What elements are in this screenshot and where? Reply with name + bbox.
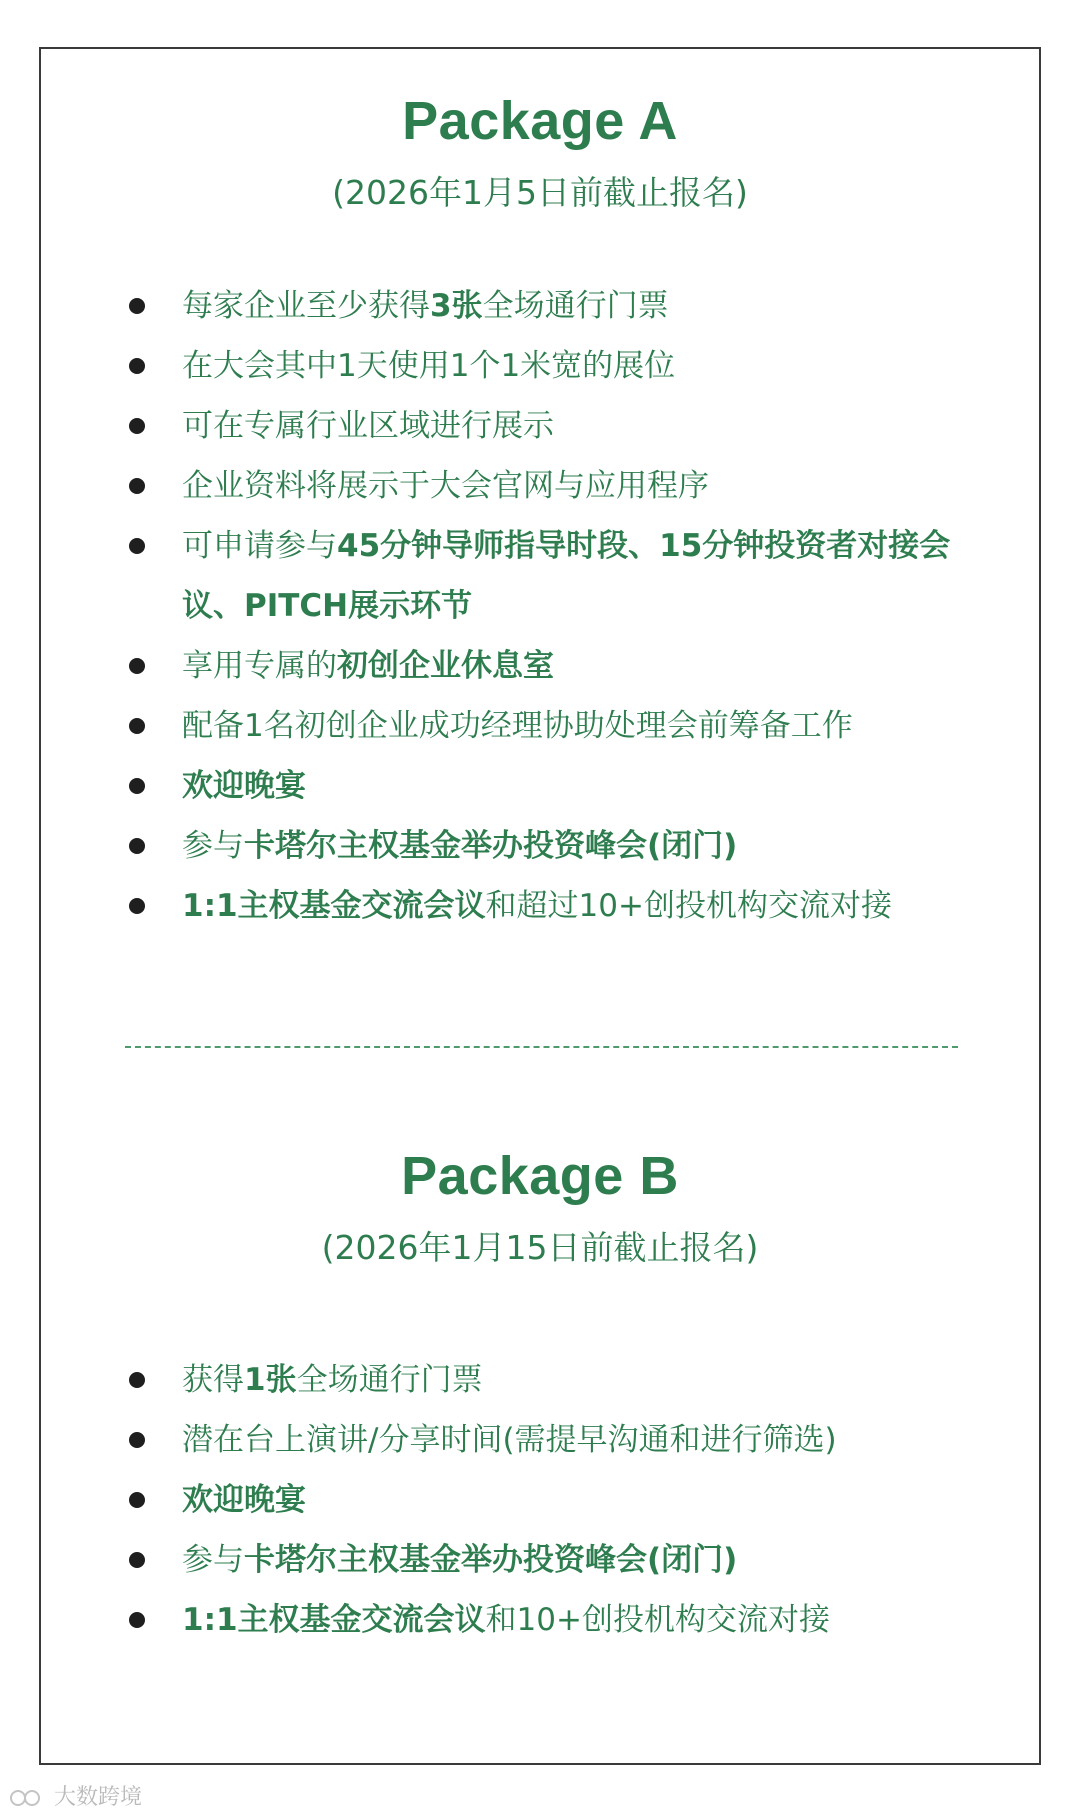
bullet-icon: [129, 778, 145, 794]
bold-text: 卡塔尔主权基金举办投资峰会(闭门): [244, 1542, 738, 1578]
list-item: [182, 876, 972, 936]
brand-logo-icon: [8, 1787, 48, 1809]
list-item: [182, 516, 972, 636]
bold-text: 1:1主权基金交流会议: [182, 1602, 486, 1638]
item-text: 可在专属行业区域进行展示: [182, 408, 554, 444]
bullet-icon: [129, 658, 145, 674]
item-text: 参与: [182, 828, 244, 864]
watermark-text: 大数跨境: [54, 1785, 143, 1810]
package-a-title: Package A: [402, 91, 678, 151]
list-item: [182, 396, 972, 456]
item-text: 每家企业至少获得: [182, 288, 430, 324]
item-text: 和超过10+创投机构交流对接: [485, 888, 892, 924]
bold-text: 1:1主权基金交流会议: [182, 888, 486, 924]
bullet-icon: [129, 298, 145, 314]
list-item: [182, 636, 972, 696]
bold-text: 欢迎晚宴: [182, 768, 306, 804]
list-item: [182, 336, 972, 396]
package-a-deadline: (2026年1月5日前截止报名): [332, 173, 748, 212]
bullet-icon: [129, 1372, 145, 1388]
bullet-icon: [129, 1432, 145, 1448]
list-item: [182, 1350, 972, 1410]
list-item: [182, 696, 972, 756]
bold-text: 初创企业休息室: [337, 648, 554, 684]
watermark: [8, 1780, 142, 1811]
bold-text: 欢迎晚宴: [182, 1482, 306, 1518]
item-text: 享用专属的: [182, 648, 337, 684]
item-text: 全场通行门票: [482, 288, 669, 324]
list-item: [182, 816, 972, 876]
item-text: 可申请参与: [182, 528, 337, 564]
bullet-icon: [129, 718, 145, 734]
bold-text: 45分钟导师指导时段、15分钟投资者对接会议、PITCH展示环节: [182, 528, 951, 624]
list-item: [182, 1410, 972, 1470]
package-b-deadline: (2026年1月15日前截止报名): [321, 1228, 759, 1267]
section-divider: [125, 1046, 958, 1048]
bullet-icon: [129, 538, 145, 554]
bullet-icon: [129, 898, 145, 914]
item-text: 参与: [182, 1542, 244, 1578]
bold-text: 1张: [244, 1362, 297, 1398]
bullet-icon: [129, 418, 145, 434]
bold-text: 3张: [430, 288, 483, 324]
list-item: [182, 456, 972, 516]
list-item: [182, 756, 972, 816]
bullet-icon: [129, 838, 145, 854]
list-item: [182, 1470, 972, 1530]
item-text: 潜在台上演讲/分享时间(需提早沟通和进行筛选): [182, 1422, 837, 1458]
item-text: 企业资料将展示于大会官网与应用程序: [182, 468, 709, 504]
bullet-icon: [129, 358, 145, 374]
bullet-icon: [129, 1552, 145, 1568]
list-item: [182, 1590, 972, 1650]
item-text: 和10+创投机构交流对接: [485, 1602, 830, 1638]
item-text: 全场通行门票: [296, 1362, 483, 1398]
bullet-icon: [129, 478, 145, 494]
bullet-icon: [129, 1612, 145, 1628]
package-b-title: Package B: [401, 1146, 679, 1206]
item-text: 配备1名初创企业成功经理协助处理会前筹备工作: [182, 708, 853, 744]
bullet-icon: [129, 1492, 145, 1508]
item-text: 获得: [182, 1362, 244, 1398]
list-item: [182, 1530, 972, 1590]
list-item: [182, 276, 972, 336]
item-text: 在大会其中1天使用1个1米宽的展位: [182, 348, 676, 384]
bold-text: 卡塔尔主权基金举办投资峰会(闭门): [244, 828, 738, 864]
